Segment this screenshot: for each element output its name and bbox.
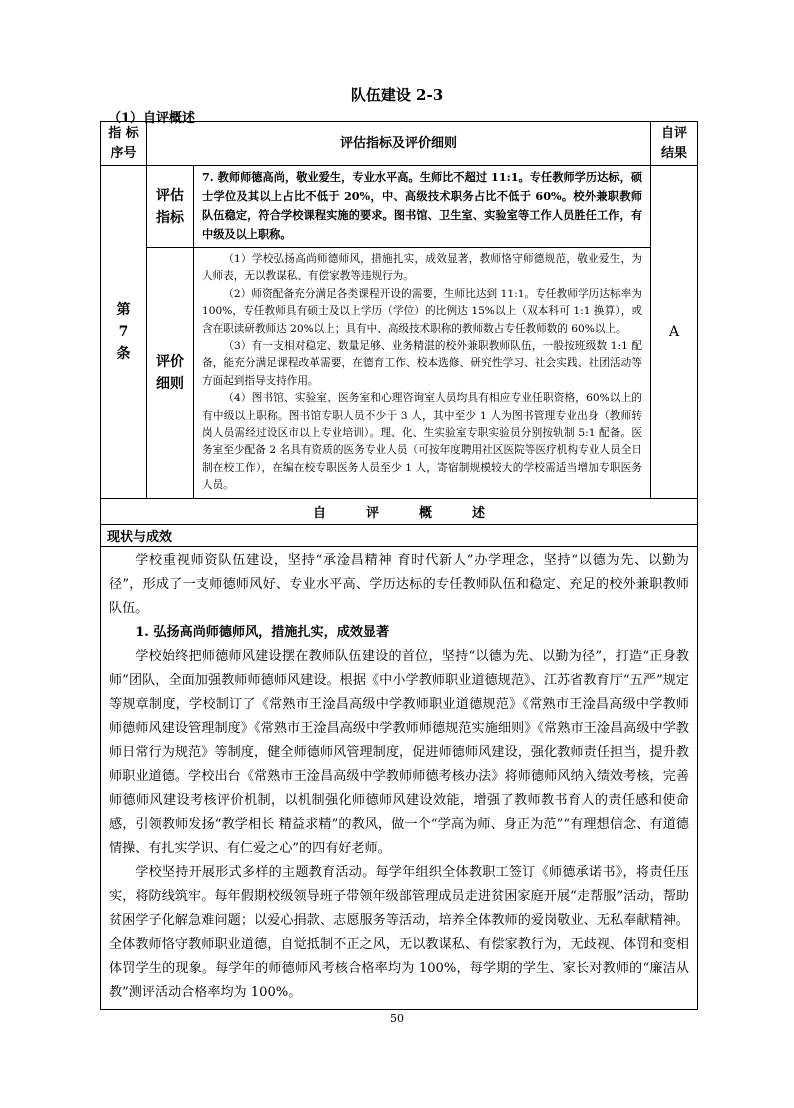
indicator-text: 7. 教师师德高尚，敬业爱生，专业水平高。生师比不超过 11:1。专任教师学历达标，硕士学位及其以上占比不低于 20%，中、高级技术职务占比不低于 60%。校外兼职教师队伍稳定，符合学校课程实施的要求。图书馆、卫生室、实验室等工作人员胜任工作，有中级及以上职称。 <box>194 166 651 248</box>
article-char: 7 <box>118 323 129 340</box>
body-paragraph: 学校重视师资队伍建设，坚持“承淦昌精神 育时代新人”办学理念，坚持“以德为先、以勤为径”，形成了一支师德师风好、专业水平高、学历达标的专任教师队伍和稳定、充足的校外兼职教师队伍。 <box>109 552 690 616</box>
summary-heading-char: 概 <box>419 505 433 521</box>
detail-paragraph: （3）有一支相对稳定、数量足够、业务精湛的校外兼职教师队伍，一般按班级数 1:1 配备，能充分满足课程改革需要，在德育工作、校本选修、研究性学习、社会实践、社团活动等方面起到指导支持作用。 <box>202 340 643 387</box>
header-result-line1: 自评 <box>661 125 688 141</box>
body-paragraph: 学校始终把师德师风建设摆在教师队伍建设的首位，坚持“以德为先、以勤为径”，打造“正身教师”团队，全面加强教师师德师风建设。根据《中小学教师职业道德规范》、江苏省教育厅“五严”规定等规章制度，学校制订了《常熟市王淦昌高级中学教师职业道德规范》《常熟市王淦昌高级中学教师师德师风建设管理制度》《常熟市王淦昌高级中学教师师德规范实施细则》《常熟市王淦昌高级中学教师日常行为规范》等制度，健全师德师风管理制度，促进师德师风建设，强化教师责任担当，提升教师职业道德。学校出台《常熟市王淦昌高级中学教师师德考核办法》将师德师风纳入绩效考核，完善师德师风建设考核评价机制，以机制强化师德师风建设效能，增强了教师教书育人的责任感和使命感，引领教师发扬“教学相长 精益求精”的教风，做一个“学高为师、身正为范”“有理想信念、有道德情操、有扎实学识、有仁爱之心”的四有好老师。 <box>109 648 690 856</box>
article-char: 条 <box>116 345 131 362</box>
header-index-cell <box>101 122 147 166</box>
indicator-label-cell <box>147 166 194 248</box>
summary-heading <box>101 498 698 524</box>
summary-heading-char: 自 <box>312 505 326 521</box>
evaluation-table <box>100 121 698 1010</box>
summary-heading-row <box>101 498 698 524</box>
page-title: 队伍建设 2-3 <box>350 86 444 104</box>
indicator-label-line: 评估 <box>156 187 184 204</box>
page-number: 50 <box>390 1012 404 1025</box>
indicator-label-line: 指标 <box>156 209 184 226</box>
body-text-cell <box>101 546 698 1009</box>
detail-paragraph: （2）师资配备充分满足各类课程开设的需要，生师比达到 11:1。专任教师学历达标率为 100%，专任教师具有硕士及以上学历（学位）的比例达 15%以上（双本科可 1:1 换算），或含在职读研教师达 20%以上；具有中、高级技术职称的教师数占专任教师数的 60%以上。 <box>202 287 643 335</box>
article-char: 第 <box>116 301 131 318</box>
summary-heading-char: 述 <box>472 505 486 521</box>
header-criteria-cell: 评估指标及评价细则 <box>147 122 651 166</box>
header-result-line2: 结果 <box>661 145 688 161</box>
section-subtitle: （1）自评概述 <box>108 111 196 126</box>
status-heading-row <box>101 524 698 546</box>
indicator-row <box>101 166 698 248</box>
header-result-cell <box>651 122 698 166</box>
detail-label-line: 评价 <box>156 353 184 370</box>
detail-label-cell <box>147 248 194 499</box>
body-section-heading: 1. 弘扬高尚师德师风，措施扎实，成效显著 <box>135 624 390 640</box>
detail-paragraph: （1）学校弘扬高尚师德师风，措施扎实，成效显著，教师恪守师德规范，敬业爱生，为人师表，无以教谋私、有偿家教等违规行为。 <box>202 253 643 283</box>
result-cell: A <box>651 166 698 499</box>
table-header-row <box>101 122 698 166</box>
detail-text-cell <box>194 248 651 499</box>
article-cell <box>101 166 147 499</box>
body-row <box>101 546 698 1009</box>
status-heading: 现状与成效 <box>101 524 698 546</box>
detail-label-line: 细则 <box>156 375 184 392</box>
detail-row <box>101 248 698 499</box>
header-index-line2: 序号 <box>110 145 137 161</box>
header-index-line1: 指 标 <box>108 125 139 141</box>
detail-paragraph: （4）图书馆、实验室、医务室和心理咨询室人员均具有相应专业任职资格，60%以上的有中级以上职称。图书馆专职人员不少于 3 人，其中至少 1 人为图书管理专业出身（教师转岗人员需经过设区市以上专业培训）。理、化、生实验室专职实验员分别按轨制 5:1 配备。医务室至少配备 2 名具有资质的医务专业人员（可按年度聘用社区医院等医疗机构专业人员全日制在校工作），在编在校专职医务人员至少 1 人，寄宿制规模较大的学校需适当增加专职医务人员。 <box>202 392 643 492</box>
body-paragraph: 学校坚持开展形式多样的主题教育活动。每学年组织全体教职工签订《师德承诺书》，将责任压实，将防线筑牢。每年假期校级领导班子带领年级部管理成员走进贫困家庭开展“走帮服”活动，帮助贫困学子化解急难问题；以爱心捐款、志愿服务等活动，培养全体教师的爱岗敬业、无私奉献精神。全体教师恪守教师职业道德，自觉抵制不正之风，无以教谋私、有偿家教行为，无歧视、体罚和变相体罚学生的现象。每学年的师德师风考核合格率均为 100%，每学期的学生、家长对教师的“廉洁从教”测评活动合格率均为 100%。 <box>109 864 690 1000</box>
summary-heading-char: 评 <box>365 505 379 521</box>
